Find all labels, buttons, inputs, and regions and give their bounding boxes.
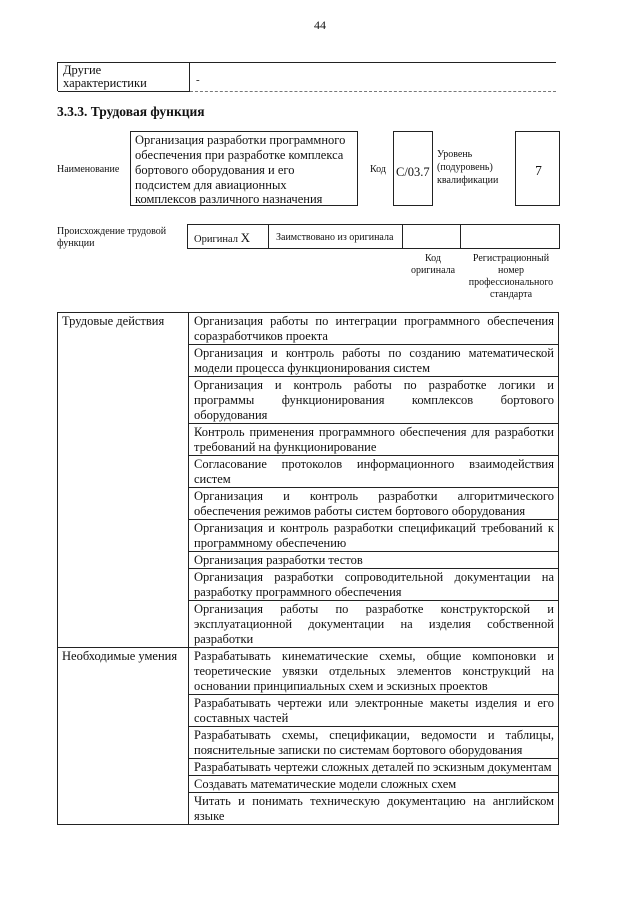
- required-skill-item: Создавать математические модели сложных схем: [189, 776, 559, 793]
- level-label: [437, 148, 498, 187]
- code-value: C/03.7: [396, 165, 430, 179]
- labor-action-item: Организация и контроль разработки алгоритмического обеспечения режимов работы систем бортового оборудования: [189, 488, 559, 520]
- labor-action-item: Организация и контроль работы по созданию математической модели процесса функционирования систем: [189, 345, 559, 377]
- level-label-line: Уровень: [437, 149, 473, 160]
- page-number: 44: [314, 18, 326, 32]
- other-characteristics-label-cell: [58, 63, 190, 92]
- required-skill-item: Разрабатывать чертежи сложных деталей по эскизным документам: [189, 759, 559, 776]
- labor-action-item: Организация разработки тестов: [189, 552, 559, 569]
- function-name-line: Организация разработки программного: [135, 133, 346, 147]
- other-characteristics-value-cell: [190, 63, 556, 92]
- labor-action-item: Организация и контроль разработки спецификаций требований к программному обеспечению: [189, 520, 559, 552]
- labor-action-item: Согласование протоколов информационного взаимодействия систем: [189, 456, 559, 488]
- other-characteristics-table: [57, 62, 556, 91]
- required-skills-label: Необходимые умения: [58, 648, 189, 824]
- labor-actions-group: [58, 313, 559, 648]
- origin-divider: [268, 225, 269, 248]
- caption-line: профессионального: [468, 277, 554, 288]
- caption-line: Код: [425, 253, 441, 264]
- caption-line: стандарта: [489, 289, 533, 300]
- required-skill-item: Разрабатывать чертежи или электронные макеты изделия и его составных частей: [189, 695, 559, 727]
- function-name-line: бортового оборудования и его: [135, 163, 295, 177]
- original-mark: X: [240, 230, 251, 245]
- function-name-line: комплексов различного назначения: [135, 192, 323, 206]
- origin-divider: [460, 225, 461, 248]
- function-name-line: подсистем для авиационных: [135, 178, 287, 192]
- required-skills-group: [58, 648, 559, 825]
- original-code-caption: [406, 253, 460, 277]
- origin-label-line: Происхождение трудовой: [57, 226, 167, 237]
- labor-action-item: Организация и контроль работы по разработке логики и программы функционирования комплексов бортового оборудования: [189, 377, 559, 424]
- code-box: [393, 131, 433, 206]
- origin-label: [57, 226, 166, 250]
- origin-divider: [402, 225, 403, 248]
- labor-function-table: [57, 312, 559, 825]
- name-label: Наименование: [57, 164, 120, 175]
- required-skill-item: Разрабатывать схемы, спецификации, ведомости и таблицы, пояснительные записки по системам бортового оборудования: [189, 727, 559, 759]
- caption-line: номер: [498, 265, 524, 276]
- origin-label-line: функции: [57, 238, 95, 249]
- original-cell: [194, 230, 250, 246]
- level-label-line: квалификации: [437, 175, 499, 186]
- labor-action-item: Организация разработки сопроводительной документации на разработку программного обеспечения: [189, 569, 559, 601]
- other-characteristics-value: -: [196, 74, 200, 86]
- labor-action-item: Организация работы по интеграции программного обеспечения соразработчиков проекта: [189, 313, 559, 345]
- origin-table: [187, 224, 560, 249]
- required-skill-item: Разрабатывать кинематические схемы, общие компоновки и теоретические увязки отдельных элементов конструкций на основании принципиальных схем и эскизных проектов: [189, 648, 559, 695]
- labor-actions-label: Трудовые действия: [58, 313, 189, 647]
- required-skill-item: Читать и понимать техническую документацию на английском языке: [189, 793, 559, 824]
- registration-number-caption: [462, 253, 560, 301]
- borrowed-label: Заимствовано из оригинала: [276, 232, 394, 243]
- level-value: 7: [535, 163, 542, 178]
- caption-line: Регистрационный: [472, 253, 550, 264]
- code-label: Код: [370, 164, 386, 175]
- labor-action-item: Контроль применения программного обеспечения для разработки требований на функционирование: [189, 424, 559, 456]
- section-title: 3.3.3. Трудовая функция: [57, 104, 205, 119]
- level-box: [515, 131, 560, 206]
- function-name-box: [130, 131, 358, 206]
- original-label: Оригинал: [194, 234, 238, 245]
- other-characteristics-label-line2: характеристики: [63, 76, 147, 90]
- other-characteristics-label-line1: Другие: [63, 63, 102, 77]
- level-label-line: (подуровень): [437, 162, 493, 173]
- function-name-line: обеспечения при разработке комплекса: [135, 148, 344, 162]
- caption-line: оригинала: [410, 265, 456, 276]
- labor-action-item: Организация работы по разработке конструкторской и эксплуатационной документации на изделия собственной разработки: [189, 601, 559, 647]
